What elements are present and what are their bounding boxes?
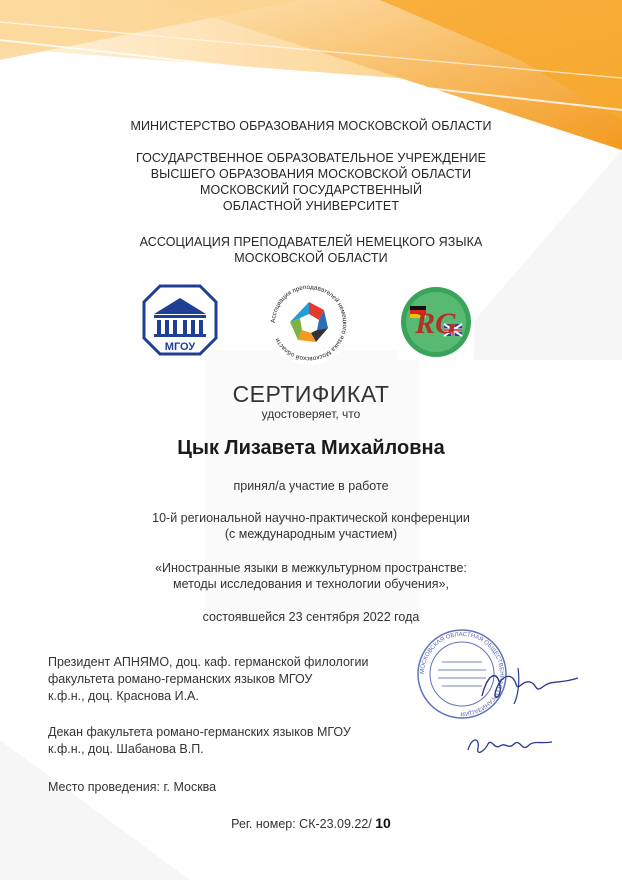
university-line-4: ОБЛАСТНОЙ УНИВЕРСИТЕТ [222, 199, 400, 213]
president-line-2: факультета романо-германских языков МГОУ [48, 672, 313, 686]
language-flags-logo [398, 284, 474, 360]
president-line-1: Президент АПНЯМО, доц. каф. германской филологии [48, 655, 369, 669]
dean-signature [464, 728, 558, 760]
participation-line: принял/а участие в работе [233, 479, 389, 493]
ministry-line: МИНИСТЕРСТВО ОБРАЗОВАНИЯ МОСКОВСКОЙ ОБЛАСТИ [130, 119, 492, 133]
conference-line-2: (с международным участием) [224, 527, 398, 541]
dean-line-2: к.ф.н., доц. Шабанова В.П. [48, 742, 204, 756]
certificate-subtitle: удостоверяет, что [261, 407, 361, 421]
association-line-1: АССОЦИАЦИЯ ПРЕПОДАВАТЕЛЕЙ НЕМЕЦКОГО ЯЗЫКА [139, 235, 483, 249]
stamp-ring-text: МОСКОВСКАЯ ОБЛАСТНАЯ ОБЩЕСТВЕННАЯ ОРГАНИЗАЦИЯ [419, 631, 505, 717]
theme-line-2: методы исследования и технологии обучения», [173, 577, 449, 591]
registration-number [0, 815, 622, 831]
venue-line: Место проведения: г. Москва [48, 780, 217, 794]
registration-value: 10 [375, 815, 391, 831]
theme-line-1: «Иностранные языки в межкультурном пространстве: [155, 561, 467, 575]
registration-label: Рег. номер: СК-23.09.22/ [231, 817, 376, 831]
conference-line-1: 10-й региональной научно-практической конференции [152, 511, 470, 525]
association-logo [266, 280, 352, 366]
association-line-2: МОСКОВСКОЙ ОБЛАСТИ [234, 251, 388, 265]
certificate-title: СЕРТИФИКАТ [232, 381, 390, 407]
recipient-name: Цык Лизавета Михайловна [177, 437, 445, 459]
flags-logo-letters: RG [415, 307, 457, 340]
date-line: состоявшейся 23 сентября 2022 года [202, 610, 420, 624]
association-ring-text: Ассоциация преподавателей немецкого языка Московской области [269, 283, 349, 363]
president-line-3: к.ф.н., доц. Краснова И.А. [48, 689, 199, 703]
mgou-logo [142, 284, 218, 356]
university-line-2: ВЫСШЕГО ОБРАЗОВАНИЯ МОСКОВСКОЙ ОБЛАСТИ [150, 167, 472, 181]
mgou-logo-text: МГОУ [164, 341, 196, 353]
dean-line-1: Декан факультета романо-германских языков МГОУ [48, 725, 351, 739]
university-line-1: ГОСУДАРСТВЕННОЕ ОБРАЗОВАТЕЛЬНОЕ УЧРЕЖДЕНИЕ [135, 151, 487, 165]
president-signature [478, 662, 582, 706]
university-line-3: МОСКОВСКИЙ ГОСУДАРСТВЕННЫЙ [199, 183, 423, 197]
